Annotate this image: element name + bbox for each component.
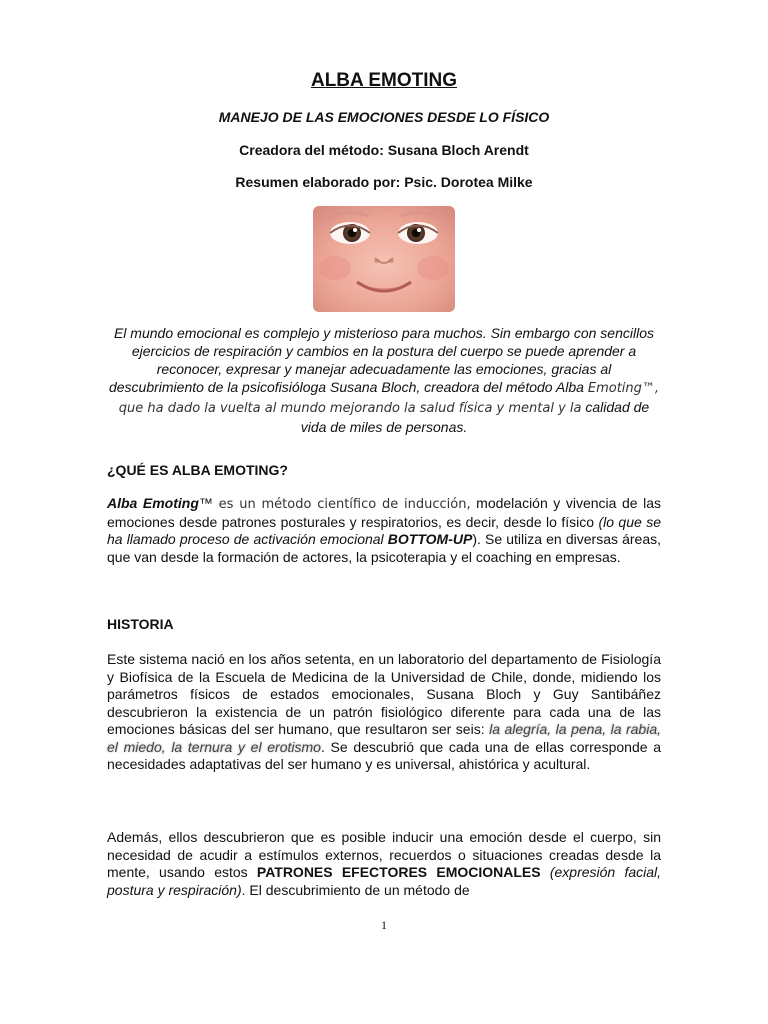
trademark-symbol: ™ (198, 495, 213, 511)
page-number: 1 (381, 918, 387, 932)
what-is-text-2: ). Se utiliza en diversas áreas, que van desde la formación de actores, la psicoterapia y el coaching en empresas. (107, 531, 662, 565)
method-creator: Creadora del método: Susana Bloch Arendt (239, 142, 529, 158)
intro-paragraph (108, 324, 660, 436)
alba-emoting-term: Alba Emoting (107, 495, 199, 511)
history-paragraph-2 (107, 829, 661, 899)
what-is-text-sans: es un método científico de inducción, (212, 497, 471, 512)
effector-patterns-detail: (expresión facial, postura y respiración) (107, 864, 662, 898)
section-heading-what-is: ¿QUÉ ES ALBA EMOTING? (107, 462, 288, 478)
what-is-text-italic: (lo que se ha llamado proceso de activación emocional (107, 513, 662, 547)
history-text-2: Además, ellos descubrieron que es posible inducir una emoción desde el cuerpo, sin necesidad de acudir a estímulos externos, recuerdos o situaciones creadas desde la mente, usando estos (107, 829, 661, 880)
what-is-text-1: modelación y vivencia de las emociones desde patrones posturales y respiratorios, es decir, desde lo físico (107, 495, 661, 530)
document-title: ALBA EMOTING (310, 70, 457, 91)
six-emotions-list: la alegría, la pena, la rabia, el miedo, la ternura y el erotismo (107, 721, 662, 755)
history-text-1: Este sistema nació en los años setenta, en un laboratorio del departamento de Fisiología y Biofísica de la Escuela de Medicina de la Universidad de Chile, donde, midiendo los parámetros físicos de estados emocionales, Susana Bloch y Guy Santibáñez descubrieron la existencia de un patrón fisiológico diferente para cada una de las emociones básicas del ser humano, que resultaron ser seis: (107, 651, 661, 737)
intro-text-part3: calidad de vida de miles de personas. (300, 399, 650, 435)
section-heading-history: HISTORIA (107, 616, 174, 632)
effector-patterns-term: PATRONES EFECTORES EMOCIONALES (256, 864, 541, 880)
intro-text-part1: El mundo emocional es complejo y misterioso para muchos. Sin embargo con sencillos ejercicios de respiración y cambios en la postura del cuerpo se puede aprender a reconocer, expresar y manejar adecuadamente las emociones, gracias al descubrimiento de la psicofisióloga Susana Bloch, creadora del método Alba (108, 325, 655, 395)
intro-text-part2: Emoting™, que ha dado la vuelta al mundo mejorando la salud física y mental y la (118, 381, 660, 416)
history-text-1-tail: . Se descubrió que cada una de ellas corresponde a necesidades adaptativas del ser humano y es universal, ahistórica y acultural. (107, 738, 662, 772)
history-paragraph-1 (107, 651, 661, 774)
bottom-up-term: BOTTOM-UP (387, 531, 473, 547)
baby-face-photo (313, 206, 455, 312)
what-is-paragraph (107, 495, 661, 566)
summary-author: Resumen elaborado por: Psic. Dorotea Milke (235, 174, 533, 190)
document-subtitle: MANEJO DE LAS EMOCIONES DESDE LO FÍSICO (218, 109, 550, 125)
history-text-2-tail: . El descubrimiento de un método de (241, 881, 470, 898)
